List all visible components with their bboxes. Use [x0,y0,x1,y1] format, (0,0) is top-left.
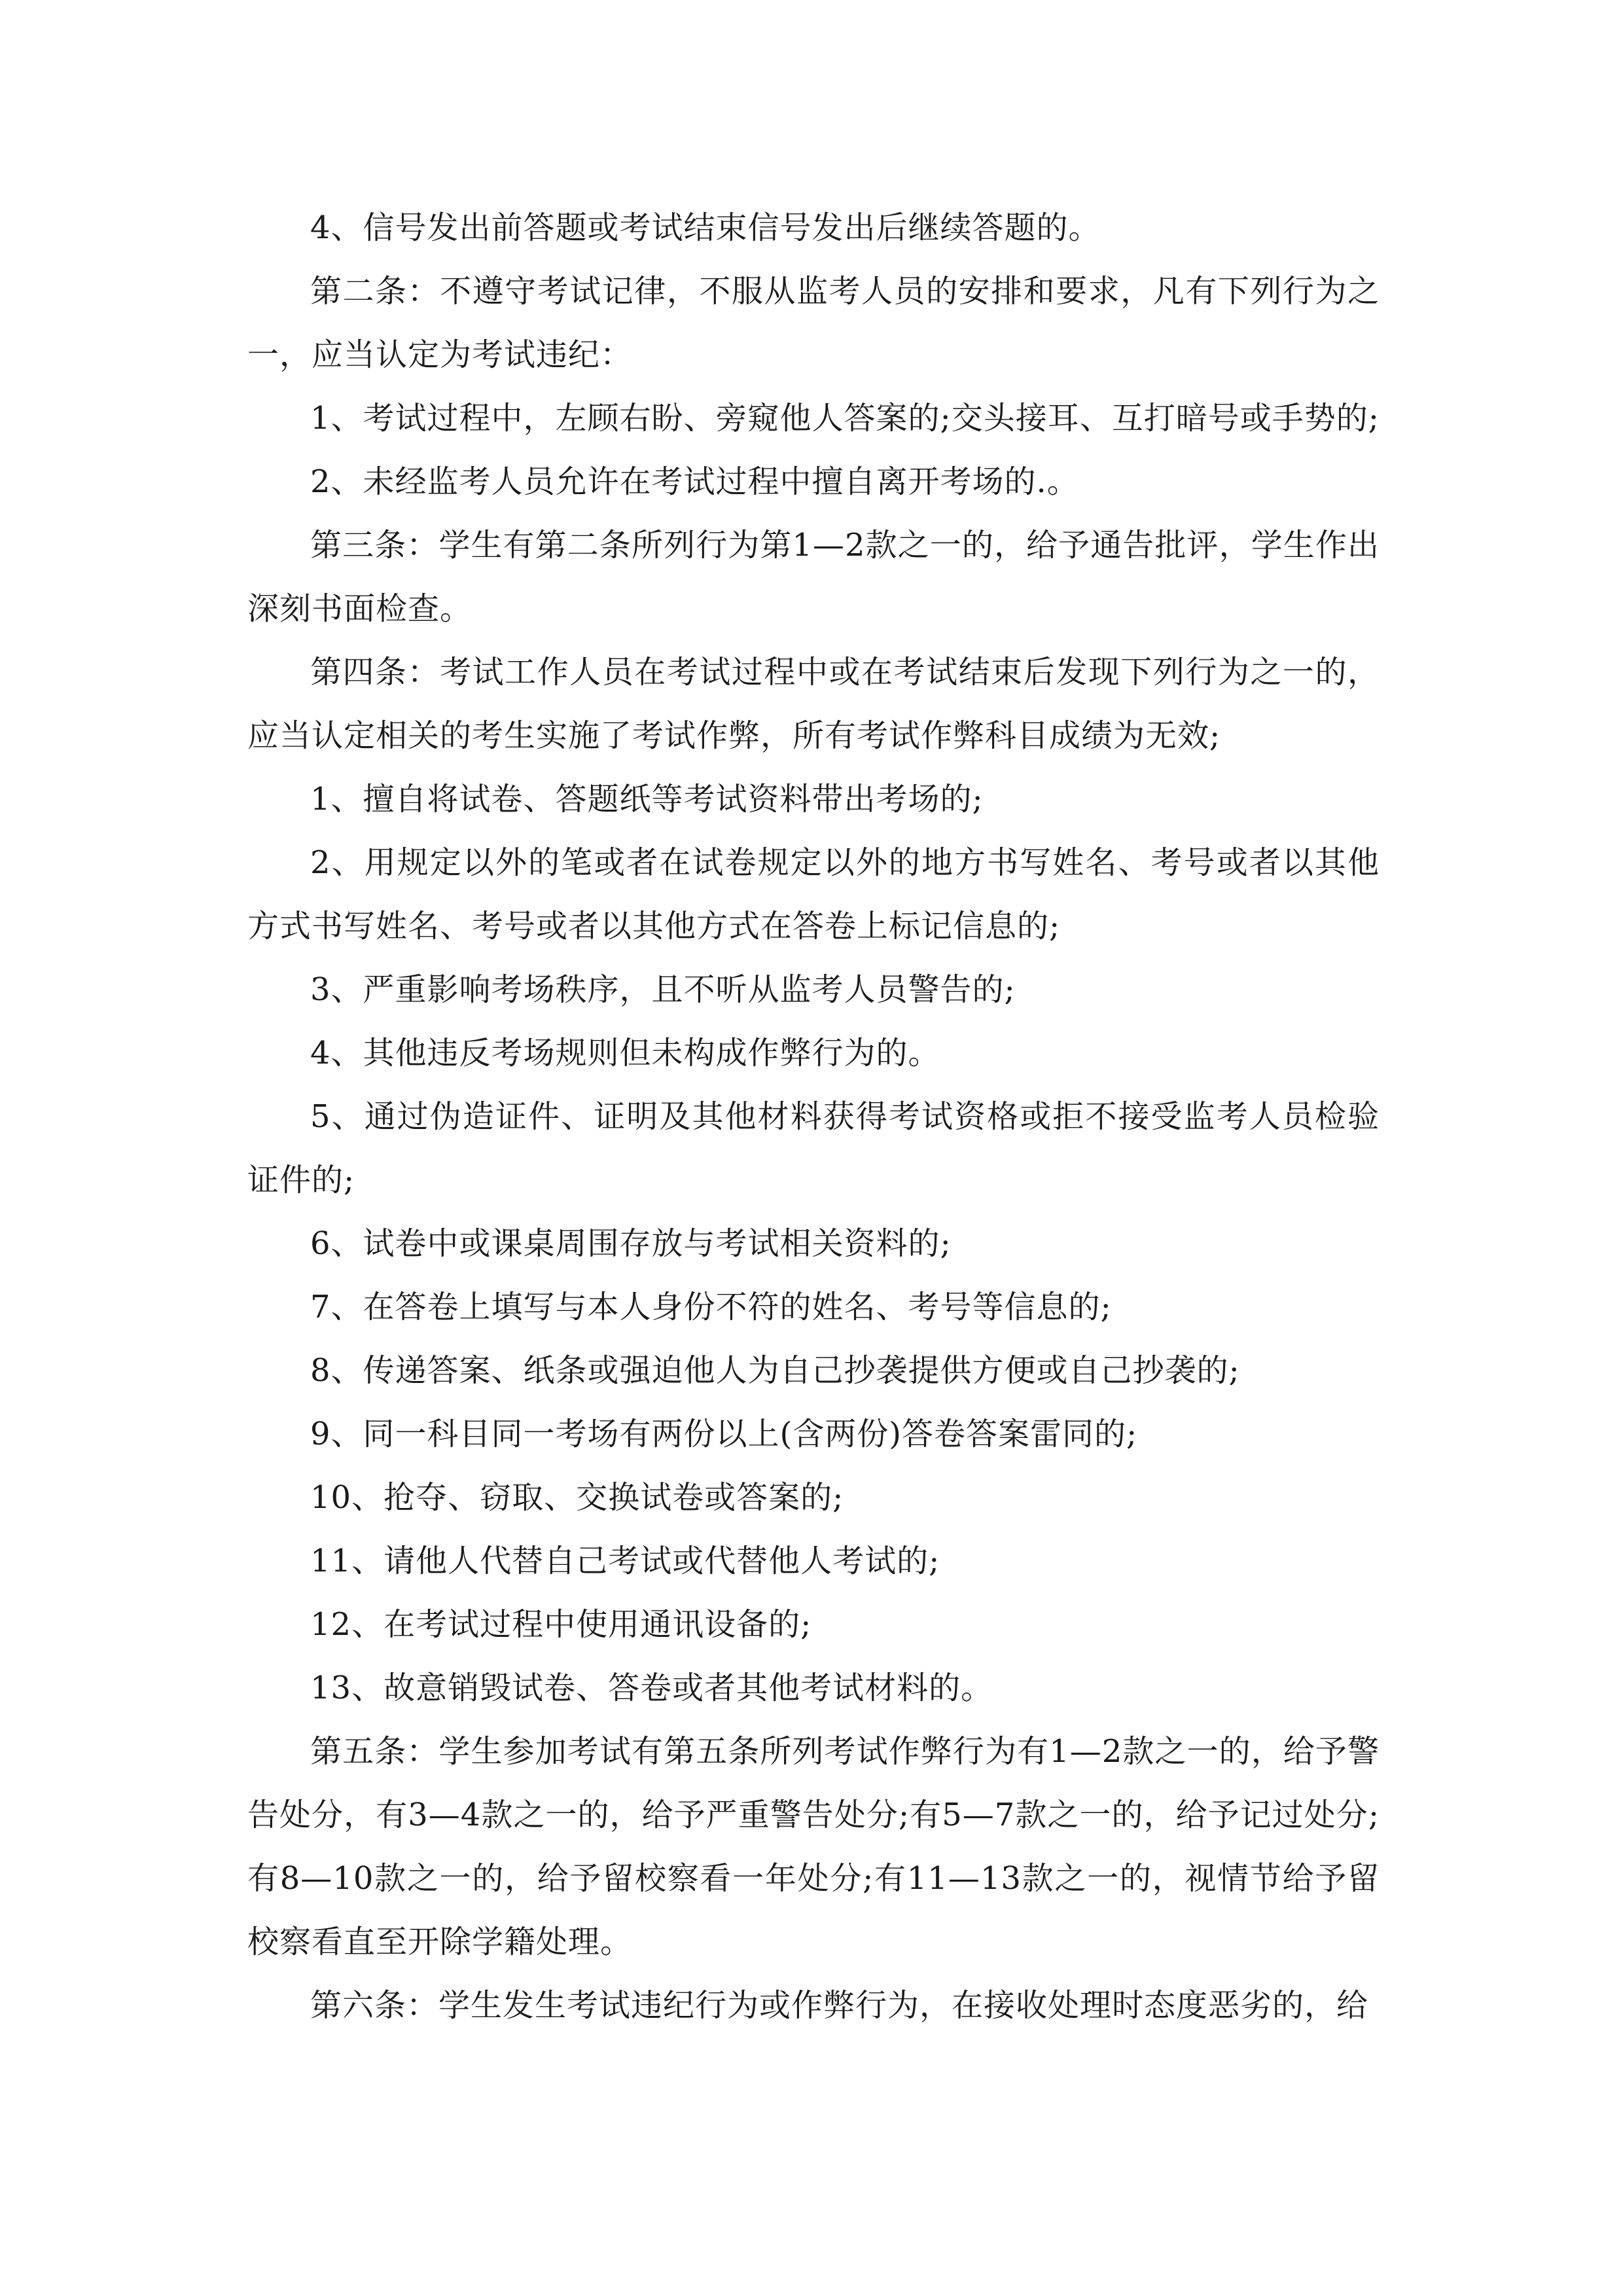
paragraph: 9、同一科目同一考场有两份以上(含两份)答卷答案雷同的; [310,1416,1138,1452]
paragraph: 第四条：考试工作人员在考试过程中或在考试结束后发现下列行为之一的，应当认定相关的考生实施了考试作弊，所有考试作弊科目成绩为无效; [247,654,1380,754]
paragraph: 第六条：学生发生考试违纪行为或作弊行为，在接收处理时态度恶劣的，给 [310,1987,1369,2024]
paragraph: 1、擅自将试卷、答题纸等考试资料带出考场的; [310,781,984,817]
paragraph: 3、严重影响考场秩序，且不听从监考人员警告的; [310,971,1016,1008]
paragraph: 12、在考试过程中使用通讯设备的; [310,1606,812,1643]
paragraph: 4、其他违反考场规则但未构成作弊行为的。 [310,1035,940,1071]
paragraph: 4、信号发出前答题或考试结束信号发出后继续答题的。 [310,209,1101,246]
paragraph: 6、试卷中或课桌周围存放与考试相关资料的; [310,1225,952,1262]
paragraph: 第三条：学生有第二条所列行为第1—2款之一的，给予通告批评，学生作出深刻书面检查。 [247,527,1380,627]
paragraph: 5、通过伪造证件、证明及其他材料获得考试资格或拒不接受监考人员检验证件的; [247,1098,1380,1198]
document-body [247,196,1380,2037]
paragraph: 2、用规定以外的笔或者在试卷规定以外的地方书写姓名、考号或者以其他方式书写姓名、考号或者以其他方式在答卷上标记信息的; [247,844,1380,944]
paragraph: 13、故意销毁试卷、答卷或者其他考试材料的。 [310,1670,993,1706]
paragraph: 2、未经监考人员允许在考试过程中擅自离开考场的.。 [310,463,1079,500]
paragraph: 7、在答卷上填写与本人身份不符的姓名、考号等信息的; [310,1289,1112,1325]
paragraph: 11、请他人代替自己考试或代替他人考试的; [310,1543,940,1579]
paragraph: 1、考试过程中，左顾右盼、旁窥他人答案的;交头接耳、互打暗号或手势的; [310,400,1380,437]
paragraph: 第二条：不遵守考试记律，不服从监考人员的安排和要求，凡有下列行为之一，应当认定为考试违纪： [247,273,1380,373]
paragraph: 第五条：学生参加考试有第五条所列考试作弊行为有1—2款之一的，给予警告处分，有3—4款之一的，给予严重警告处分;有5—7款之一的，给予记过处分;有8—10款之一的，给予留校察看一年处分;有11—13款之一的，视情节给予留校察看直至开除学籍处理。 [247,1733,1380,1960]
paragraph: 10、抢夺、窃取、交换试卷或答案的; [310,1479,844,1516]
paragraph: 8、传递答案、纸条或强迫他人为自己抄袭提供方便或自己抄袭的; [310,1352,1240,1389]
